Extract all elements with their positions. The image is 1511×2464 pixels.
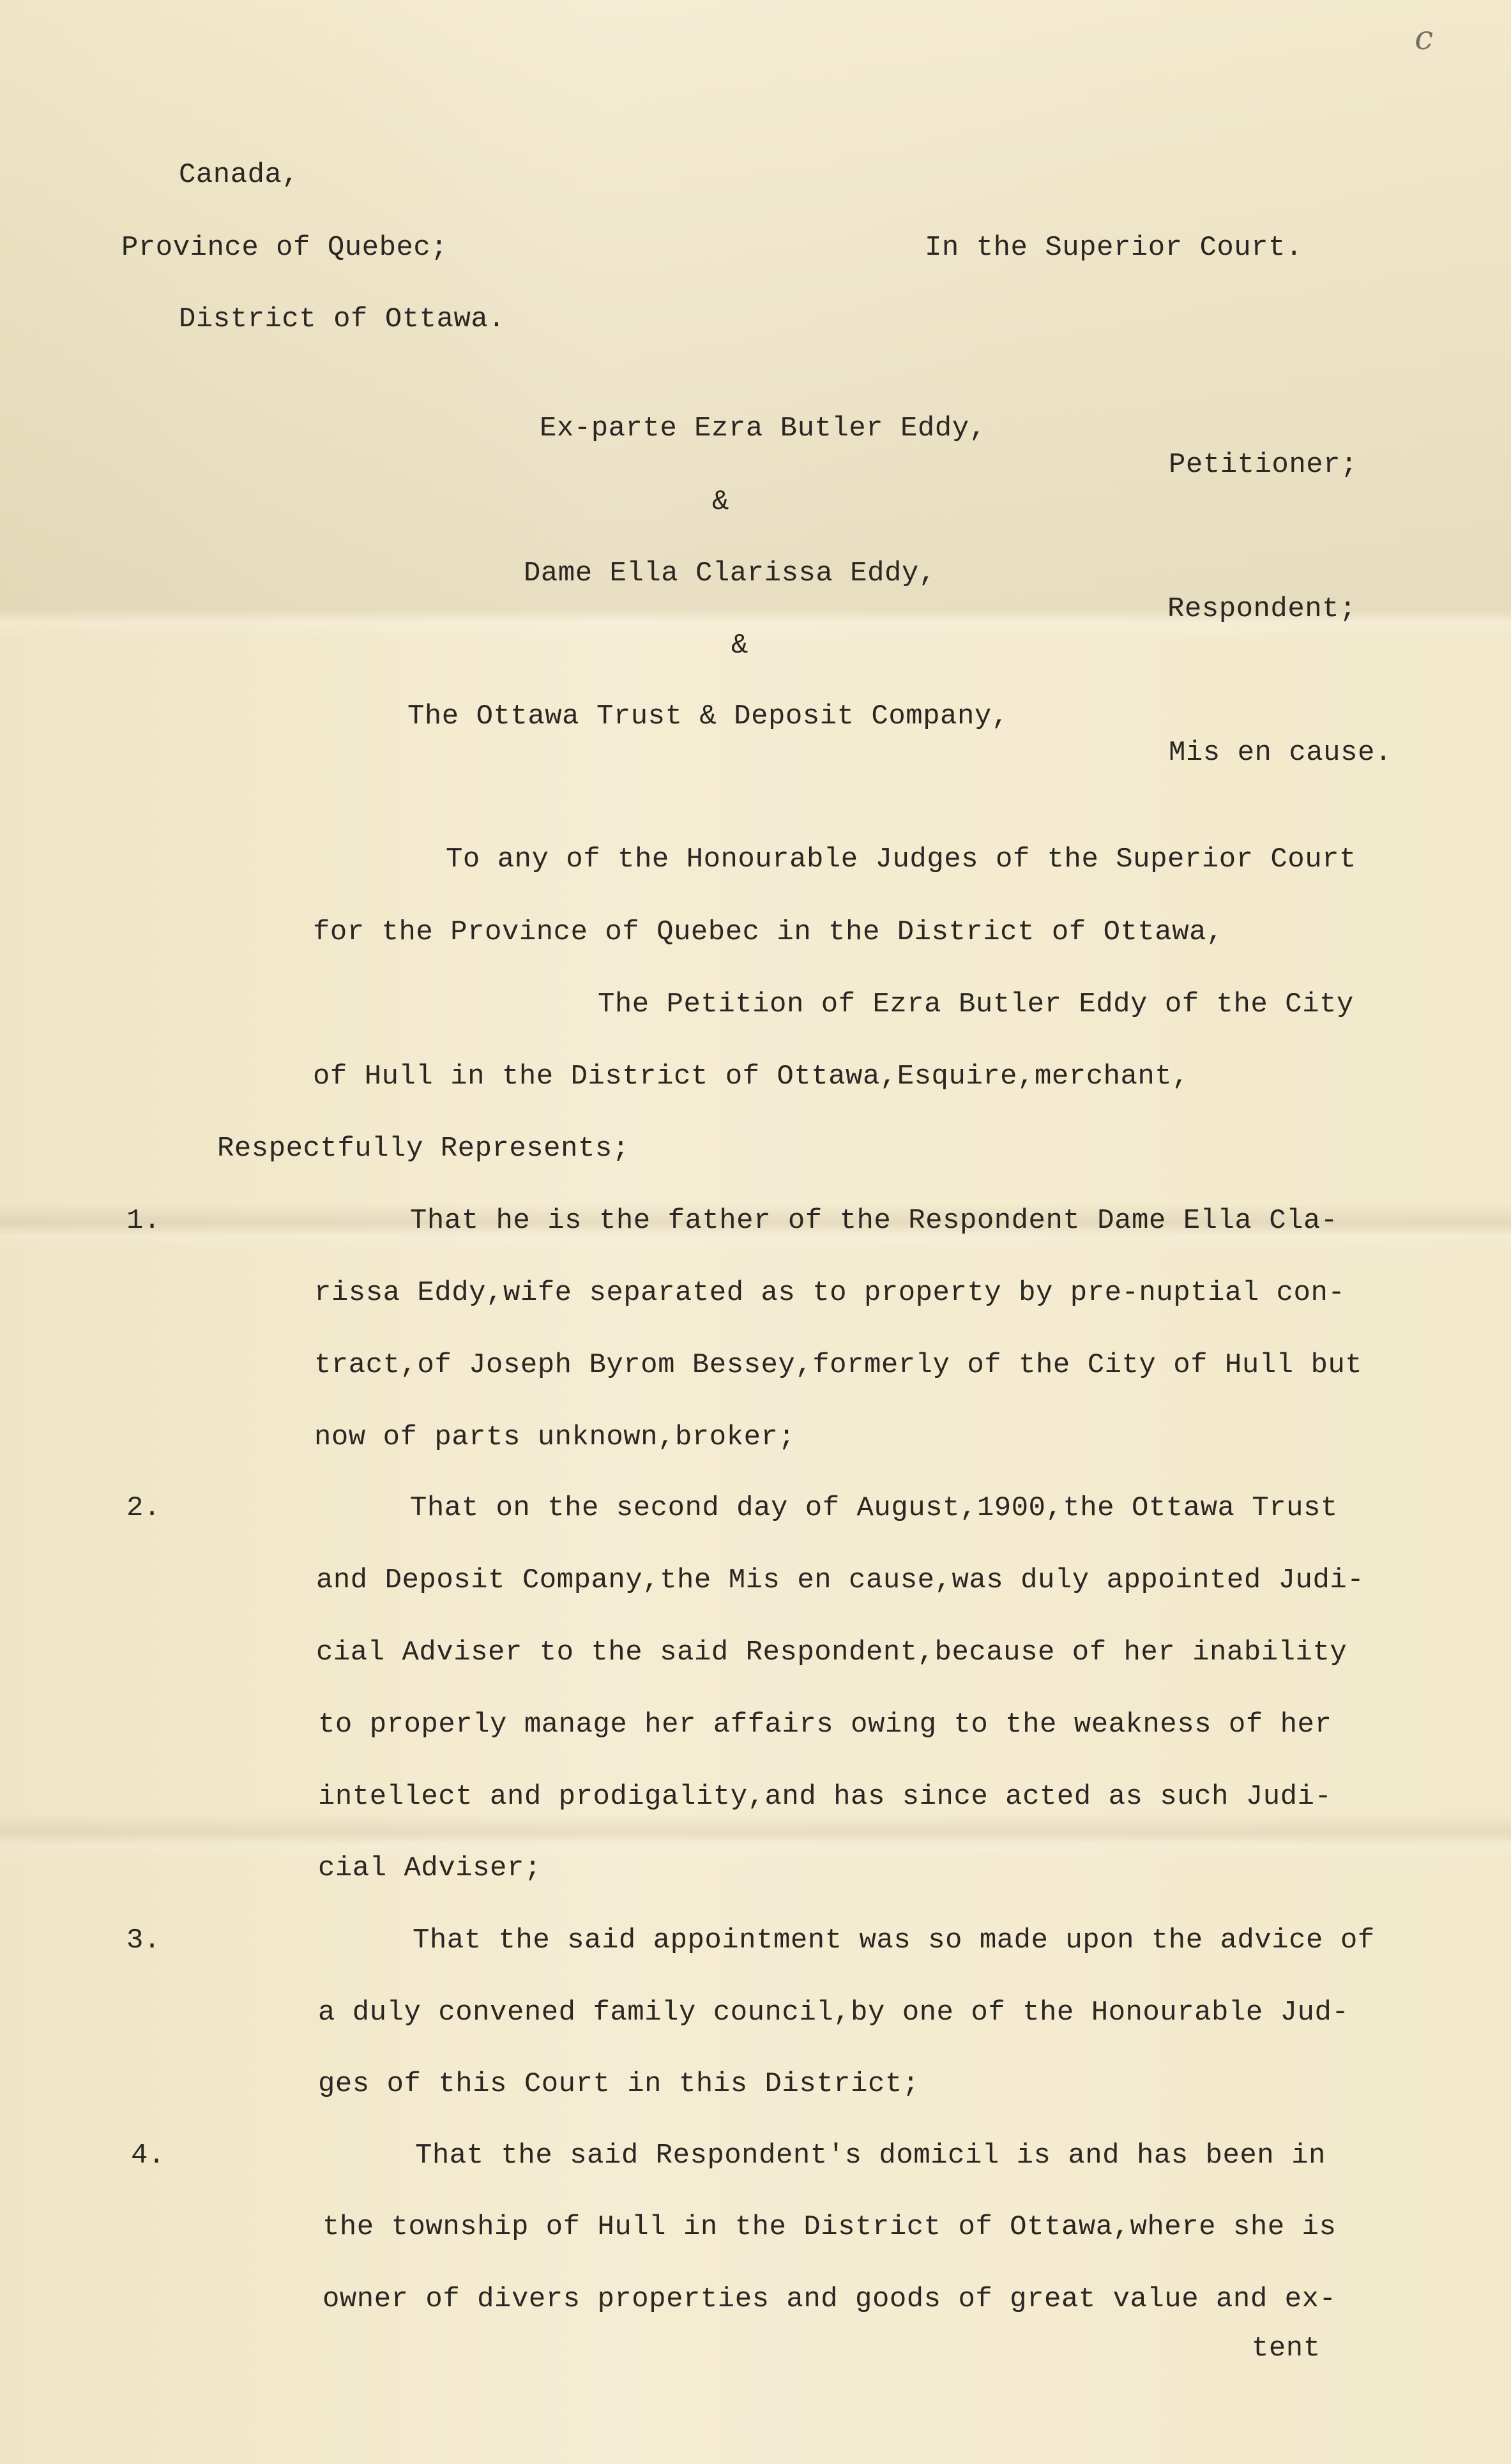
petitioner-role: Petitioner; (1169, 449, 1358, 481)
mis-en-cause-name: The Ottawa Trust & Deposit Company, (407, 700, 1009, 732)
paragraph-4-line-3: owner of divers properties and goods of great value and ex- (323, 2283, 1337, 2315)
paragraph-number-1: 1. (126, 1205, 161, 1237)
paragraph-3-line-1: That the said appointment was so made upon the advice of (413, 1924, 1375, 1956)
catchword: tent (1252, 2332, 1321, 2364)
pencil-corner-mark: c (1415, 19, 1434, 57)
header-province: Province of Quebec; (121, 232, 448, 264)
paragraph-1-line-3: tract,of Joseph Byrom Bessey,formerly of the City of Hull but (314, 1349, 1363, 1381)
paragraph-1-line-4: now of parts unknown,broker; (314, 1421, 796, 1453)
respondent-role: Respondent; (1167, 593, 1356, 625)
address-line-5: Respectfully Represents; (217, 1133, 630, 1165)
paragraph-2-line-1: That on the second day of August,1900,the Ottawa Trust (410, 1492, 1338, 1524)
header-country: Canada, (179, 159, 300, 191)
petitioner-name: Ex-parte Ezra Butler Eddy, (540, 412, 987, 444)
paragraph-1-line-2: rissa Eddy,wife separated as to property by pre-nuptial con- (314, 1277, 1346, 1309)
ampersand-1: & (712, 486, 729, 518)
paragraph-2-line-4: to properly manage her affairs owing to the weakness of her (318, 1709, 1332, 1741)
paragraph-1-line-1: That he is the father of the Respondent Dame Ella Cla- (410, 1205, 1338, 1237)
paragraph-4-line-1: That the said Respondent's domicil is and has been in (415, 2140, 1326, 2172)
paragraph-4-line-2: the township of Hull in the District of Ottawa,where she is (323, 2211, 1337, 2243)
paragraph-2-line-2: and Deposit Company,the Mis en cause,was duly appointed Judi- (316, 1564, 1365, 1596)
paragraph-2-line-5: intellect and prodigality,and has since acted as such Judi- (318, 1781, 1332, 1813)
paragraph-number-4: 4. (131, 2140, 165, 2172)
address-line-3: The Petition of Ezra Butler Eddy of the City (598, 988, 1354, 1020)
ampersand-2: & (731, 630, 748, 661)
paragraph-number-3: 3. (126, 1924, 161, 1956)
paragraph-3-line-2: a duly convened family council,by one of the Honourable Jud- (318, 1997, 1349, 2029)
paragraph-3-line-3: ges of this Court in this District; (318, 2068, 920, 2100)
paragraph-number-2: 2. (126, 1492, 161, 1524)
header-court: In the Superior Court. (925, 232, 1303, 264)
header-district: District of Ottawa. (179, 303, 506, 335)
address-line-1: To any of the Honourable Judges of the Superior Court (446, 843, 1356, 875)
respondent-name: Dame Ella Clarissa Eddy, (524, 557, 936, 589)
mis-en-cause-role: Mis en cause. (1169, 737, 1392, 769)
paragraph-2-line-6: cial Adviser; (318, 1852, 542, 1884)
address-line-2: for the Province of Quebec in the District of Ottawa, (313, 916, 1224, 948)
address-line-4: of Hull in the District of Ottawa,Esquire,merchant, (313, 1061, 1190, 1092)
paragraph-2-line-3: cial Adviser to the said Respondent,because of her inability (316, 1636, 1348, 1668)
